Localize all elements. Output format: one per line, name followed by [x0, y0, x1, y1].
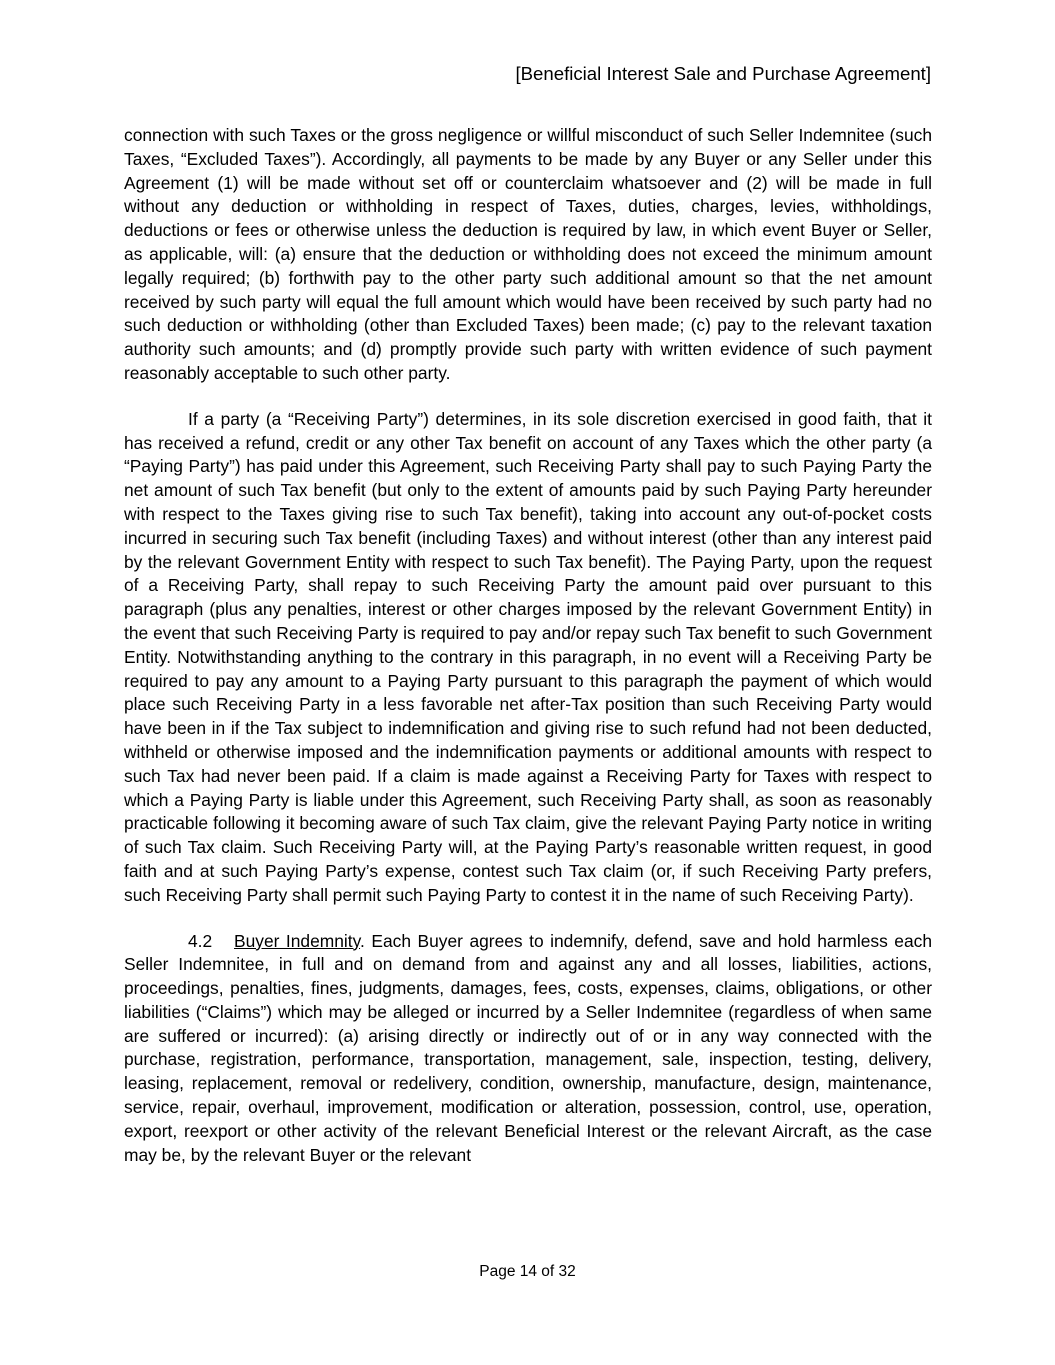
paragraph-taxes-continued: connection with such Taxes or the gross negligence or willful misconduct of such Seller Indemnitee (such Taxes, “Excluded Taxes”). Accordingly, all payments to be made by any Buyer or any Seller under this Agreement (1) will be made without set off or counterclaim whatsoever and (2) will be made in full without any deduction or withholding in respect of Taxes, duties, charges, levies, withholdings, deductions or fees or otherwise unless the deduction is required by law, in which event Buyer or Seller, as applicable, will: (a) ensure that the deduction or withholding does not exceed the minimum amount legally required; (b) forthwith pay to the other party such additional amount so that the net amount received by such party will equal the full amount which would have been received by such party had no such deduction or withholding (other than Excluded Taxes) been made; (c) pay to the relevant taxation authority such amounts; and (d) promptly provide such party with written evidence of such payment reasonably acceptable to such other party.	[124, 125, 932, 383]
section-text: . Each Buyer agrees to indemnify, defend, save and hold harmless each Seller Indemnitee, in full and on demand from and against any and all losses, liabilities, actions, proceedings, penalties, fines, judgments, damages, fees, costs, expenses, claims, obligations, or other liabilities (“Claims”) which may be alleged or incurred by a Seller Indemnitee (regardless of when same are suffered or incurred): (a) arising directly or indirectly out of or in any way connected with the purchase, registration, performance, transportation, management, sale, inspection, testing, delivery, leasing, replacement, removal or redelivery, condition, ownership, manufacture, design, maintenance, service, repair, overhaul, improvement, modification or alteration, possession, control, use, operation, export, reexport or other activity of the relevant Beneficial Interest or the relevant Aircraft, as the case may be, by the relevant Buyer or the relevant	[124, 930, 932, 1165]
page-number: Page 14 of 32	[479, 1263, 576, 1280]
paragraph-receiving-party: If a party (a “Receiving Party”) determines, in its sole discretion exercised in good faith, that it has received a refund, credit or any other Tax benefit on account of any Taxes which the other party (a “Paying Party”) has paid under this Agreement, such Receiving Party shall pay to such Paying Party the net amount of such Tax benefit (but only to the extent of amounts paid by such Paying Party hereunder with respect to the Taxes giving rise to such Tax benefit), taking into account any out-of-pocket costs incurred in securing such Tax benefit (including Taxes) and without interest (other than any interest paid by the relevant Government Entity with respect to such Tax benefit). The Paying Party, upon the request of a Receiving Party, shall repay to such Receiving Party the amount paid over pursuant to this paragraph (plus any penalties, interest or other charges imposed by the relevant Government Entity) in the event that such Receiving Party is required to pay and/or repay such Tax benefit to such Government Entity. Notwithstanding anything to the contrary in this paragraph, in no event will a Receiving Party be required to pay any amount to a Paying Party pursuant to this paragraph the payment of which would place such Receiving Party in a less favorable net after-Tax position than such Receiving Party would have been in if the Tax subject to indemnification and giving rise to such refund had not been deducted, withheld or otherwise imposed and the indemnification payments or additional amounts with respect to such Tax had never been paid. If a claim is made against a Receiving Party for Taxes with respect to which a Paying Party is liable under this Agreement, such Receiving Party shall, as soon as reasonably practicable following it becoming aware of such Tax claim, give the relevant Paying Party notice in writing of such Tax claim. Such Receiving Party will, at the Paying Party’s reasonable written request, in good faith and at such Paying Party’s expense, contest such Tax claim (or, if such Receiving Party prefers, such Receiving Party shall permit such Paying Party to contest it in the name of such Receiving Party).	[124, 408, 932, 905]
section-4-2-buyer-indemnity	[124, 930, 932, 1168]
document-body	[124, 124, 932, 1189]
section-number: 4.2	[188, 930, 213, 951]
section-title: Buyer Indemnity	[234, 930, 361, 951]
document-header: [Beneficial Interest Sale and Purchase Agreement]	[515, 63, 931, 84]
